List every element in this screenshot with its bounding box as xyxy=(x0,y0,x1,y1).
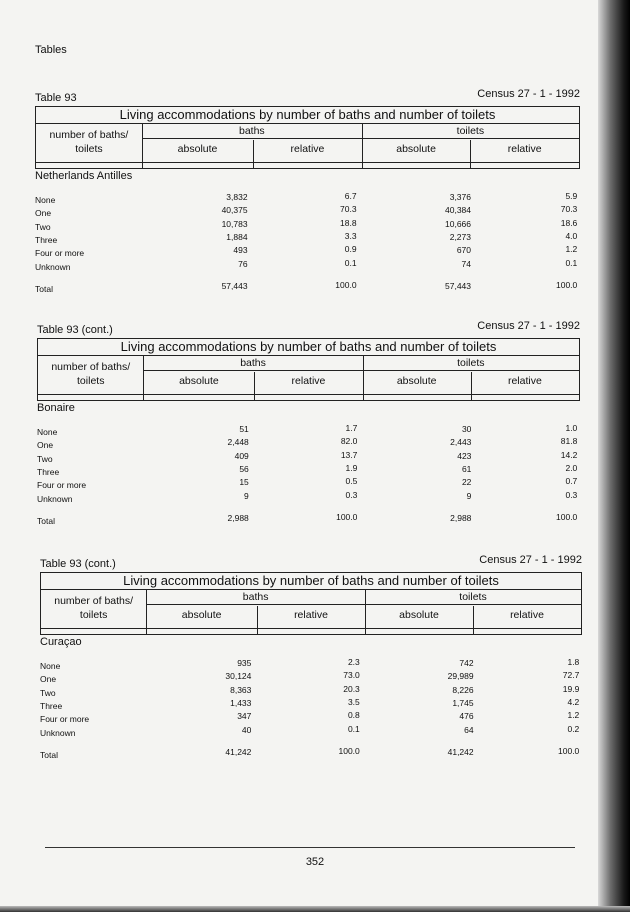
cell-value: 1.2 xyxy=(567,710,580,721)
cell-value: 2,988 xyxy=(227,513,249,523)
row-label: Total xyxy=(35,284,53,294)
table-title: Living accommodations by number of baths and number of toilets xyxy=(36,107,579,124)
cell-value: 40,375 xyxy=(221,205,248,216)
cell-value: 2.0 xyxy=(565,462,578,473)
cell-value: 0.2 xyxy=(567,723,580,734)
baths-absolute-header: absolute xyxy=(179,375,219,387)
toilets-relative-header: relative xyxy=(510,609,544,621)
row-label: Four or more xyxy=(35,248,85,259)
row-label: None xyxy=(35,195,56,205)
cell-value: 40,384 xyxy=(445,205,471,216)
baths-absolute-header: absolute xyxy=(177,143,218,155)
cell-value: 100.0 xyxy=(335,280,357,290)
table-header-box xyxy=(40,572,582,635)
cell-value: 3,376 xyxy=(449,192,471,202)
cell-value: 29,989 xyxy=(447,671,474,682)
group-header-toilets: toilets xyxy=(459,591,487,603)
row-label: Unknown xyxy=(35,261,71,272)
cell-value: 5.9 xyxy=(565,191,578,201)
baths-absolute-header: absolute xyxy=(181,609,222,621)
census-date: Census 27 - 1 - 1992 xyxy=(477,320,580,332)
cell-value: 100.0 xyxy=(336,512,358,522)
table-row xyxy=(40,683,582,700)
cell-value: 41,242 xyxy=(225,747,252,757)
table-row xyxy=(37,449,580,466)
cell-value: 2,448 xyxy=(227,437,249,448)
cell-value: 2,988 xyxy=(450,513,472,523)
census-date: Census 27 - 1 - 1992 xyxy=(477,88,580,100)
divider xyxy=(41,628,581,629)
cell-value: 3.5 xyxy=(347,696,360,707)
cell-value: 20.3 xyxy=(343,683,360,694)
section-header: Tables xyxy=(35,44,67,56)
cell-value: 22 xyxy=(461,477,472,488)
cell-value: 3.3 xyxy=(344,230,357,241)
row-label: One xyxy=(37,440,54,451)
cell-value: 2,443 xyxy=(450,437,472,448)
toilets-relative-header: relative xyxy=(507,143,542,155)
table-row xyxy=(37,462,580,479)
table-row xyxy=(40,670,582,686)
census-date: Census 27 - 1 - 1992 xyxy=(479,554,582,566)
cell-value: 15 xyxy=(239,477,249,488)
cell-value: 2.3 xyxy=(347,657,360,667)
row-header-label: number of baths/ toilets xyxy=(49,129,129,155)
table-total-row xyxy=(40,746,582,762)
table-header-box xyxy=(35,106,580,169)
region-name: Curaçao xyxy=(40,636,82,648)
baths-relative-header: relative xyxy=(294,609,328,621)
cell-value: 18.8 xyxy=(340,217,357,228)
divider xyxy=(38,394,579,395)
row-label: None xyxy=(37,427,58,437)
row-label: Total xyxy=(37,516,55,526)
region-name: Netherlands Antilles xyxy=(35,170,133,182)
page-bottom-shadow xyxy=(0,906,630,912)
table-row xyxy=(37,423,580,439)
row-label: Four or more xyxy=(37,480,87,491)
group-header-baths: baths xyxy=(242,591,269,603)
cell-value: 56 xyxy=(239,463,249,474)
row-label: Two xyxy=(37,453,53,464)
cell-value: 0.3 xyxy=(565,489,578,500)
cell-value: 9 xyxy=(244,490,249,501)
cell-value: 100.0 xyxy=(558,746,580,756)
cell-value: 670 xyxy=(456,245,471,256)
table-row xyxy=(40,723,582,740)
cell-value: 57,443 xyxy=(445,281,471,291)
cell-value: 51 xyxy=(239,424,249,434)
table-title: Living accommodations by number of baths and number of toilets xyxy=(38,339,579,356)
page-number: 352 xyxy=(305,856,325,868)
column-header-grid xyxy=(41,590,581,634)
row-header-label: number of baths/ toilets xyxy=(51,361,131,387)
table-row xyxy=(40,710,582,726)
group-header-toilets: toilets xyxy=(457,357,485,369)
table-row xyxy=(37,476,580,492)
cell-value: 40 xyxy=(241,724,252,735)
cell-value: 73.0 xyxy=(343,670,360,681)
cell-value: 57,443 xyxy=(221,281,248,291)
group-header-baths: baths xyxy=(240,357,266,369)
table-row xyxy=(35,217,580,234)
footer-divider xyxy=(45,847,575,848)
cell-value: 493 xyxy=(233,245,248,256)
cell-value: 100.0 xyxy=(338,746,360,756)
row-label: One xyxy=(35,208,52,219)
table-row xyxy=(37,436,580,452)
table-total-row xyxy=(35,280,580,296)
cell-value: 61 xyxy=(461,463,472,474)
cell-value: 1.9 xyxy=(345,462,358,473)
table-label: Table 93 xyxy=(35,92,77,104)
baths-relative-header: relative xyxy=(290,143,325,155)
row-label: Two xyxy=(35,221,51,232)
table-row xyxy=(35,230,580,247)
cell-value: 1.8 xyxy=(567,657,580,667)
cell-value: 41,242 xyxy=(447,747,474,757)
row-label: Three xyxy=(35,234,58,245)
row-label: None xyxy=(40,661,61,671)
cell-value: 82.0 xyxy=(340,436,358,447)
cell-value: 9 xyxy=(466,490,472,501)
cell-value: 72.7 xyxy=(562,670,580,681)
cell-value: 0.3 xyxy=(345,489,358,500)
cell-value: 70.3 xyxy=(560,204,578,215)
column-header-grid xyxy=(38,356,579,400)
cell-value: 742 xyxy=(459,658,474,668)
cell-value: 8,363 xyxy=(230,684,252,695)
divider xyxy=(146,604,581,605)
cell-value: 14.2 xyxy=(560,449,578,460)
cell-value: 18.6 xyxy=(560,217,578,228)
table-row xyxy=(40,696,582,713)
cell-value: 81.8 xyxy=(560,436,578,447)
cell-value: 8,226 xyxy=(452,684,474,695)
cell-value: 1,745 xyxy=(452,697,474,708)
row-label: Two xyxy=(40,687,56,698)
cell-value: 0.8 xyxy=(347,710,360,721)
cell-value: 6.7 xyxy=(344,191,357,201)
cell-value: 0.1 xyxy=(347,723,360,734)
table-row xyxy=(35,204,580,220)
cell-value: 347 xyxy=(237,711,252,722)
cell-value: 0.5 xyxy=(345,476,358,487)
baths-relative-header: relative xyxy=(291,375,326,387)
cell-value: 30,124 xyxy=(225,671,252,682)
cell-value: 0.9 xyxy=(344,244,357,255)
cell-value: 1,433 xyxy=(230,697,252,708)
cell-value: 1.2 xyxy=(565,244,578,255)
table-row xyxy=(35,244,580,260)
cell-value: 100.0 xyxy=(556,280,578,290)
page-edge-shadow xyxy=(598,0,630,912)
group-header-baths: baths xyxy=(238,125,265,137)
table-label: Table 93 (cont.) xyxy=(40,558,116,570)
group-header-toilets: toilets xyxy=(456,125,485,137)
row-header-label: number of baths/ toilets xyxy=(54,595,134,621)
cell-value: 13.7 xyxy=(340,449,358,460)
toilets-absolute-header: absolute xyxy=(396,143,436,155)
cell-value: 10,666 xyxy=(445,218,471,229)
cell-value: 4.2 xyxy=(567,696,580,707)
toilets-relative-header: relative xyxy=(507,375,542,387)
table-header-box xyxy=(37,338,580,401)
region-name: Bonaire xyxy=(37,402,75,414)
cell-value: 100.0 xyxy=(556,512,578,522)
table-row xyxy=(37,489,580,506)
table-total-row xyxy=(37,512,580,528)
cell-value: 409 xyxy=(234,450,249,461)
cell-value: 30 xyxy=(461,424,472,434)
cell-value: 0.1 xyxy=(565,257,578,268)
cell-value: 0.7 xyxy=(565,476,578,487)
row-label: Three xyxy=(37,466,60,477)
divider xyxy=(36,162,579,163)
cell-value: 2,273 xyxy=(449,231,471,242)
cell-value: 4.0 xyxy=(565,230,578,241)
cell-value: 10,783 xyxy=(221,218,248,229)
cell-value: 3,832 xyxy=(226,192,248,202)
table-row xyxy=(35,257,580,274)
row-label: Total xyxy=(40,750,58,760)
row-label: Unknown xyxy=(37,493,73,504)
row-label: Unknown xyxy=(40,727,76,738)
cell-value: 935 xyxy=(237,658,252,668)
divider xyxy=(143,370,579,371)
row-label: One xyxy=(40,674,57,685)
cell-value: 1.0 xyxy=(565,423,578,433)
toilets-absolute-header: absolute xyxy=(399,609,439,621)
cell-value: 1.7 xyxy=(345,423,358,433)
cell-value: 423 xyxy=(457,450,472,461)
cell-value: 0.1 xyxy=(344,257,357,268)
table-row xyxy=(40,657,582,673)
row-label: Four or more xyxy=(40,714,90,725)
cell-value: 19.9 xyxy=(562,683,580,694)
cell-value: 70.3 xyxy=(340,204,357,215)
toilets-absolute-header: absolute xyxy=(396,375,437,387)
cell-value: 76 xyxy=(238,258,248,269)
cell-value: 476 xyxy=(459,711,474,722)
cell-value: 1,884 xyxy=(226,231,248,242)
cell-value: 64 xyxy=(464,724,474,735)
table-title: Living accommodations by number of baths and number of toilets xyxy=(41,573,581,590)
table-label: Table 93 (cont.) xyxy=(37,324,113,336)
column-header-grid xyxy=(36,124,579,168)
table-row xyxy=(35,191,580,207)
cell-value: 74 xyxy=(461,258,471,269)
row-label: Three xyxy=(40,700,63,711)
divider xyxy=(142,138,579,139)
